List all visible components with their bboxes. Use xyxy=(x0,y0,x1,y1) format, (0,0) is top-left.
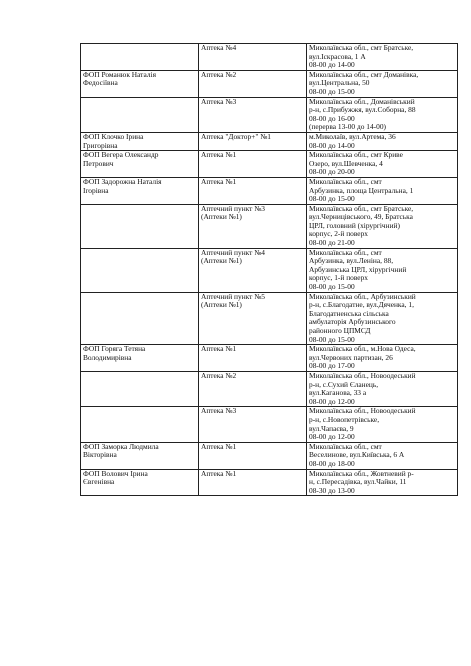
owner-cell xyxy=(81,371,199,406)
address-hours-cell: Миколаївська обл., Жовтневий р- н, с.Пересадівка, вул.Чайки, 11 08-30 до 13-00 xyxy=(307,469,458,496)
pharmacy-cell: Аптека №3 xyxy=(199,97,307,132)
pharmacy-cell: Аптека №1 xyxy=(199,469,307,496)
address-hours-cell: Миколаївська обл., Арбузинський р-н, с.Благодатне, вул.Дяченка, 1, Благодатненська сільська амбулаторія Арбузинського районного ЦПМСД 08-00 до 15-00 xyxy=(307,292,458,345)
pharmacy-cell: Аптека №1 xyxy=(199,177,307,204)
table-row xyxy=(81,44,458,71)
table-row xyxy=(81,407,458,442)
pharmacy-cell: Аптечний пункт №3 (Аптеки №1) xyxy=(199,204,307,248)
pharmacy-table xyxy=(80,43,458,496)
owner-cell xyxy=(81,44,199,71)
pharmacy-cell: Аптека "Доктор+" №1 xyxy=(199,132,307,150)
table-row xyxy=(81,469,458,496)
owner-cell: ФОП Заморка Людмила Вікторівна xyxy=(81,442,199,469)
owner-cell: ФОП Волович Ірина Євгенівна xyxy=(81,469,199,496)
table-row xyxy=(81,371,458,406)
address-hours-cell: Миколаївська обл., смт Братське, вул.Черницівського, 49, Братська ЦРЛ, головний (хірургічний) корпус, 2-й поверх 08-00 до 21-00 xyxy=(307,204,458,248)
table-row xyxy=(81,204,458,248)
address-hours-cell: Миколаївська обл., смт Доманівка, вул.Центральна, 50 08-00 до 15-00 xyxy=(307,70,458,97)
table-row xyxy=(81,177,458,204)
pharmacy-cell: Аптека №1 xyxy=(199,345,307,372)
address-hours-cell: Миколаївська обл., Новоодеський р-н, с.Сухий Єланець, вул.Каганова, 33 а 08-00 до 12-00 xyxy=(307,371,458,406)
table-row xyxy=(81,132,458,150)
owner-cell: ФОП Романюк Наталія Федосіївна xyxy=(81,70,199,97)
address-hours-cell: Миколаївська обл., смт Веселинове, вул.Київська, 6 А 08-00 до 18-00 xyxy=(307,442,458,469)
address-hours-cell: Миколаївська обл., смт Арбузинка, вул.Леніна, 88, Арбузинська ЦРЛ, хірургічний корпус, 1-й поверх 08-00 до 15-00 xyxy=(307,248,458,292)
address-hours-cell: Миколаївська обл., м.Нова Одеса, вул.Червоних партизан, 26 08-00 до 17-00 xyxy=(307,345,458,372)
pharmacy-cell: Аптека №3 xyxy=(199,407,307,442)
table-row xyxy=(81,292,458,345)
address-hours-cell: Миколаївська обл., смт Братське, вул.Іскрасова, 1 А 08-00 до 14-00 xyxy=(307,44,458,71)
pharmacy-cell: Аптека №2 xyxy=(199,70,307,97)
table-row xyxy=(81,97,458,132)
pharmacy-cell: Аптечний пункт №4 (Аптеки №1) xyxy=(199,248,307,292)
address-hours-cell: Миколаївська обл., смт Арбузинка, площа Центральна, 1 08-00 до 15-00 xyxy=(307,177,458,204)
owner-cell xyxy=(81,204,199,248)
pharmacy-cell: Аптечний пункт №5 (Аптеки №1) xyxy=(199,292,307,345)
table-row xyxy=(81,248,458,292)
pharmacy-cell: Аптека №2 xyxy=(199,371,307,406)
table-row xyxy=(81,70,458,97)
pharmacy-cell: Аптека №1 xyxy=(199,151,307,178)
owner-cell xyxy=(81,97,199,132)
owner-cell xyxy=(81,248,199,292)
owner-cell: ФОП Вегера Олександр Петрович xyxy=(81,151,199,178)
address-hours-cell: Миколаївська обл., смт Криве Озеро, вул.Шевченка, 4 08-00 до 20-00 xyxy=(307,151,458,178)
address-hours-cell: Миколаївська обл., Доманівський р-н, с.Прибужжя, вул.Соборна, 88 08-00 до 16-00 (перерва 13-00 до 14-00) xyxy=(307,97,458,132)
owner-cell: ФОП Клочко Ірина Григорівна xyxy=(81,132,199,150)
pharmacy-cell: Аптека №1 xyxy=(199,442,307,469)
owner-cell xyxy=(81,407,199,442)
owner-cell: ФОП Горяга Тетяна Володимирівна xyxy=(81,345,199,372)
address-hours-cell: Миколаївська обл., Новоодеський р-н, с.Новопетрівське, вул.Чапаєва, 9 08-00 до 12-00 xyxy=(307,407,458,442)
table-row xyxy=(81,345,458,372)
table-row xyxy=(81,442,458,469)
owner-cell xyxy=(81,292,199,345)
table-row xyxy=(81,151,458,178)
address-hours-cell: м.Миколаїв, вул.Артема, 36 08-00 до 14-00 xyxy=(307,132,458,150)
owner-cell: ФОП Задорожна Наталія Ігорівна xyxy=(81,177,199,204)
pharmacy-cell: Аптека №4 xyxy=(199,44,307,71)
